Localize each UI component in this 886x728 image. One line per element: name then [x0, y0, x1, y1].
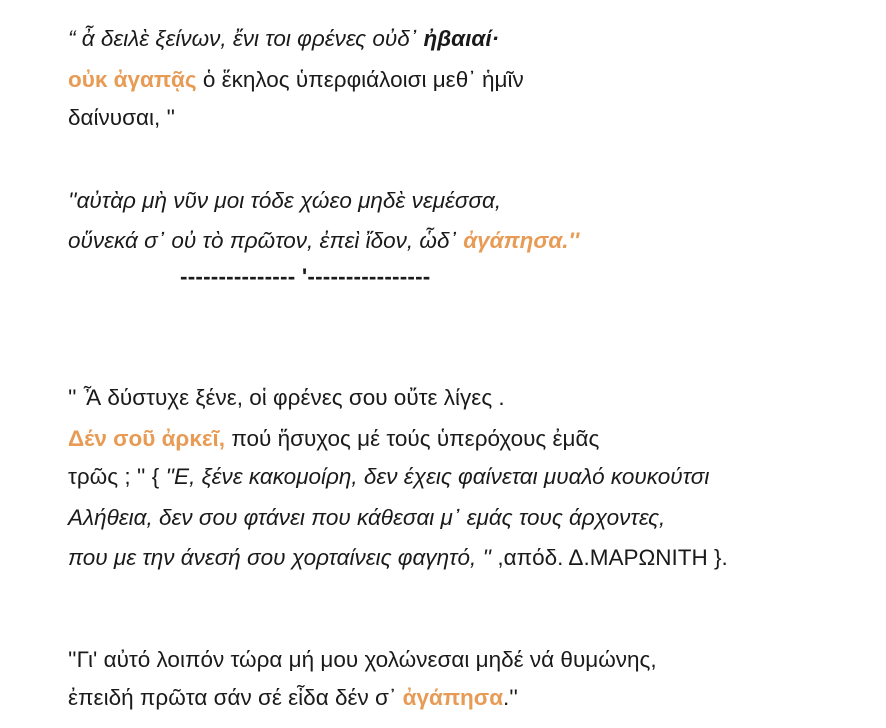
stanza3-line3 [68, 462, 709, 492]
stanza3-line3-translation: ''Ε, ξένε κακομοίρη, δεν έχεις φαίνεται μυαλό κουκούτσι [165, 464, 710, 489]
stanza1-line2 [68, 65, 524, 95]
stanza4-line1-text: ''Γι' αὐτό λοιπόν τώρα μή μου χολώνεσαι μηδέ νά θυμώνης, [68, 647, 657, 672]
stanza1-line3-text: δαίνυσαι, '' [68, 105, 176, 130]
stanza3-line3-prefix: τρῶς ; '' { [68, 464, 166, 489]
stanza2-line2-highlight: ἀγάπησα.'' [463, 228, 580, 253]
stanza2-line2-text: οὕνεκά σ᾽ οὐ τὸ πρῶτον, ἐπεὶ ἴδον, ὧδ᾽ [68, 228, 464, 253]
stanza4-line2-highlight: ἀγάπησα [402, 685, 504, 710]
stanza2-line1 [68, 186, 501, 216]
stanza3-line4-text: Αλήθεια, δεν σου φτάνει που κάθεσαι μ᾽ εμάς τους άρχοντες, [68, 505, 666, 530]
stanza2-line2 [68, 226, 579, 256]
stanza1-line1 [68, 24, 499, 54]
stanza3-line1 [68, 383, 505, 413]
section-divider: --------------- '---------------- [180, 264, 431, 289]
stanza3-line4 [68, 503, 665, 533]
stanza3-line5 [68, 543, 728, 573]
stanza1-line2-text: ὁ ἕκηλος ὑπερφιάλοισι μεθ᾽ ἡμῖν [196, 67, 524, 92]
stanza1-line3 [68, 103, 175, 133]
stanza3-line2-highlight: Δέν σοῦ ἀρκεῖ, [68, 426, 226, 451]
stanza3-line2 [68, 424, 599, 454]
stanza1-line1-text: “ ἆ δειλὲ ξείνων, ἔνι τοι φρένες οὐδ᾽ [68, 26, 424, 51]
stanza3-line5-attribution: ,απόδ. Δ.ΜΑΡΩΝΙΤΗ }. [491, 545, 728, 570]
stanza4-line2-text: ἐπειδή πρῶτα σάν σέ εἶδα δέν σ᾽ [68, 685, 403, 710]
stanza4-line2 [68, 683, 518, 713]
stanza1-line1-bold-word: ἠβαιαί· [423, 26, 500, 51]
stanza4-line1 [68, 645, 657, 675]
stanza2-line1-text: ''αὐτὰρ μὴ νῦν μοι τόδε χώεο μηδὲ νεμέσσα, [68, 188, 502, 213]
stanza1-line2-highlight: οὐκ ἀγαπᾷς [68, 67, 197, 92]
stanza3-line5-translation: που με την άνεσή σου χορταίνεις φαγητό, '' [68, 545, 492, 570]
stanza3-line1-text: '' Ἆ δύστυχε ξένε, οἱ φρένες σου οὔτε λίγες . [68, 385, 505, 410]
stanza3-line2-text: πού ἥσυχος μέ τούς ὑπερόχους ἐμᾶς [225, 426, 600, 451]
stanza4-line2-end: .'' [503, 685, 518, 710]
